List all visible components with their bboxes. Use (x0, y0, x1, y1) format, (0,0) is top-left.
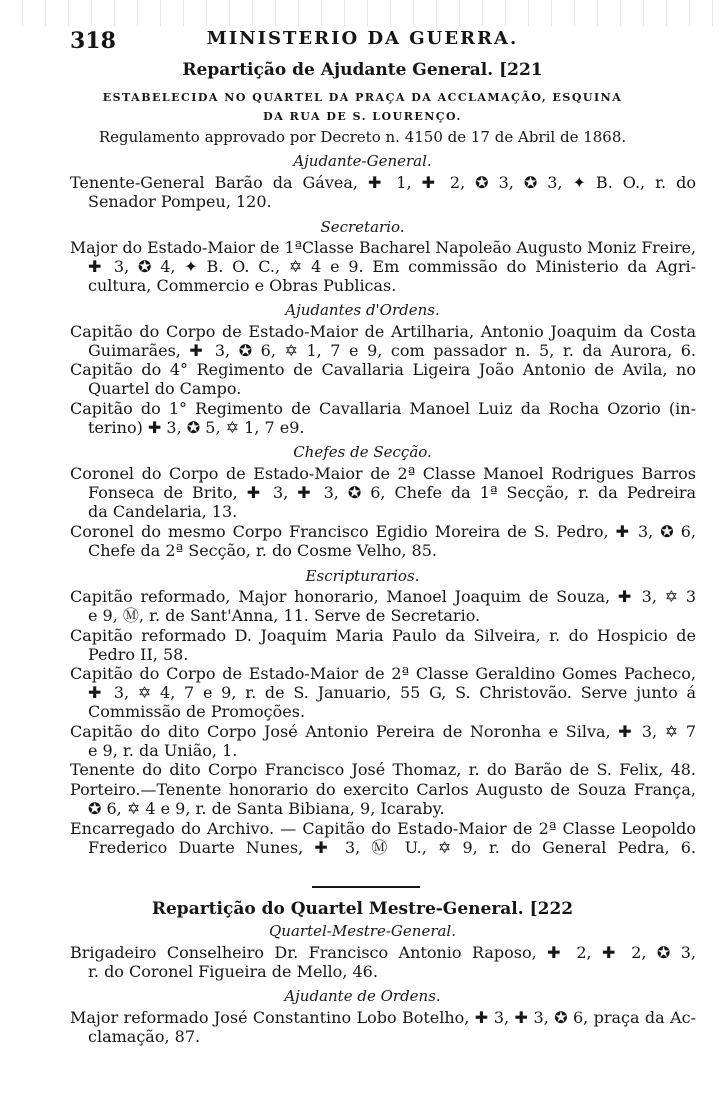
entry-line: da Candelaria, 13. (88, 502, 238, 521)
section-title: Ajudante de Ordens. (284, 987, 441, 1005)
section-title: Escripturarios. (305, 567, 420, 585)
page-number: 318 (70, 28, 116, 54)
address-line: DA RUA DE S. LOURENÇO. (263, 110, 462, 123)
entry-line: Pedro II, 58. (88, 645, 189, 664)
entry-line: ✪ 6, ✡ 4 e 9, r. de Santa Bibiana, 9, Icaraby. (88, 799, 445, 818)
section-title: Ajudante-General. (293, 152, 432, 170)
entry-line: Coronel do Corpo de Estado-Maior de 2ª Classe Manoel Rodrigues Barros (70, 464, 696, 483)
section-title: Ajudantes d'Ordens. (285, 301, 440, 319)
regulation-line: Regulamento approvado por Decreto n. 4150 de 17 de Abril de 1868. (98, 128, 627, 146)
department-heading: Repartição de Ajudante General. [221 (182, 60, 543, 80)
entry-line: Guimarães, ✚ 3, ✪ 6, ✡ 1, 7 e 9, com passador n. 5, r. da Aurora, 6. (88, 341, 696, 360)
entry-line: ✚ 3, ✡ 4, 7 e 9, r. de S. Januario, 55 G, S. Christovão. Serve junto á (88, 683, 696, 702)
entry-line: Major do Estado-Maior de 1ªClasse Bacharel Napoleão Augusto Moniz Freire, (70, 238, 696, 257)
running-title: MINISTERIO DA GUERRA. (206, 28, 519, 49)
entry-line: terino) ✚ 3, ✪ 5, ✡ 1, 7 e9. (88, 418, 305, 437)
entry-line: cultura, Commercio e Obras Publicas. (88, 276, 397, 295)
entry-line: Tenente-General Barão da Gávea, ✚ 1, ✚ 2, ✪ 3, ✪ 3, ✦ B. O., r. do (70, 173, 696, 192)
address-line: ESTABELECIDA NO QUARTEL DA PRAÇA DA ACCLAMAÇÃO, ESQUINA (102, 91, 623, 104)
entry-line: Capitão reformado D. Joaquim Maria Paulo da Silveira, r. do Hospicio de (70, 626, 696, 645)
entry-line: clamação, 87. (88, 1027, 201, 1046)
entry-line: Capitão do dito Corpo José Antonio Pereira de Noronha e Silva, ✚ 3, ✡ 7 (70, 722, 696, 741)
entry-line: Tenente do dito Corpo Francisco José Thomaz, r. do Barão de S. Felix, 48. (70, 760, 696, 779)
entry-line: Capitão do 1° Regimento de Cavallaria Manoel Luiz da Rocha Ozorio (in- (70, 399, 696, 418)
entry-line: Porteiro.—Tenente honorario do exercito Carlos Augusto de Souza França, (70, 780, 696, 799)
section-title: Quartel-Mestre-General. (269, 922, 456, 940)
entry-line: Capitão do Corpo de Estado-Maior de Artilharia, Antonio Joaquim da Costa (70, 322, 696, 341)
section-divider (312, 886, 420, 888)
entry-line: e 9, Ⓜ, r. de Sant'Anna, 11. Serve de Secretario. (88, 606, 481, 625)
section-title: Secretario. (320, 218, 405, 236)
entry-line: Capitão reformado, Major honorario, Manoel Joaquim de Souza, ✚ 3, ✡ 3 (70, 587, 696, 606)
entry-line: Fonseca de Brito, ✚ 3, ✚ 3, ✪ 6, Chefe da 1ª Secção, r. da Pedreira (88, 483, 696, 502)
entry-line: Commissão de Promoções. (88, 702, 306, 721)
entry-line: Capitão do Corpo de Estado-Maior de 2ª Classe Geraldino Gomes Pacheco, (70, 664, 696, 683)
entry-line: Coronel do mesmo Corpo Francisco Egidio Moreira de S. Pedro, ✚ 3, ✪ 6, (70, 522, 696, 541)
entry-line: e 9, r. da União, 1. (88, 741, 238, 760)
entry-line: r. do Coronel Figueira de Mello, 46. (88, 962, 378, 981)
entry-line: Quartel do Campo. (88, 379, 242, 398)
entry-line: Frederico Duarte Nunes, ✚ 3, Ⓜ U., ✡ 9, r. do General Pedra, 6. (88, 838, 696, 857)
entry-line: Major reformado José Constantino Lobo Botelho, ✚ 3, ✚ 3, ✪ 6, praça da Ac- (70, 1008, 696, 1027)
entry-line: ✚ 3, ✪ 4, ✦ B. O. C., ✡ 4 e 9. Em commissão do Ministerio da Agri- (88, 257, 696, 276)
entry-line: Capitão do 4° Regimento de Cavallaria Ligeira João Antonio de Avila, no (70, 360, 696, 379)
department-heading: Repartição do Quartel Mestre-General. [222 (151, 899, 574, 919)
entry-line: Encarregado do Archivo. — Capitão do Estado-Maior de 2ª Classe Leopoldo (70, 819, 696, 838)
section-title: Chefes de Secção. (293, 443, 432, 461)
entry-line: Brigadeiro Conselheiro Dr. Francisco Antonio Raposo, ✚ 2, ✚ 2, ✪ 3, (70, 943, 696, 962)
entry-line: Senador Pompeu, 120. (88, 192, 272, 211)
entry-line: Chefe da 2ª Secção, r. do Cosme Velho, 85. (88, 541, 437, 560)
